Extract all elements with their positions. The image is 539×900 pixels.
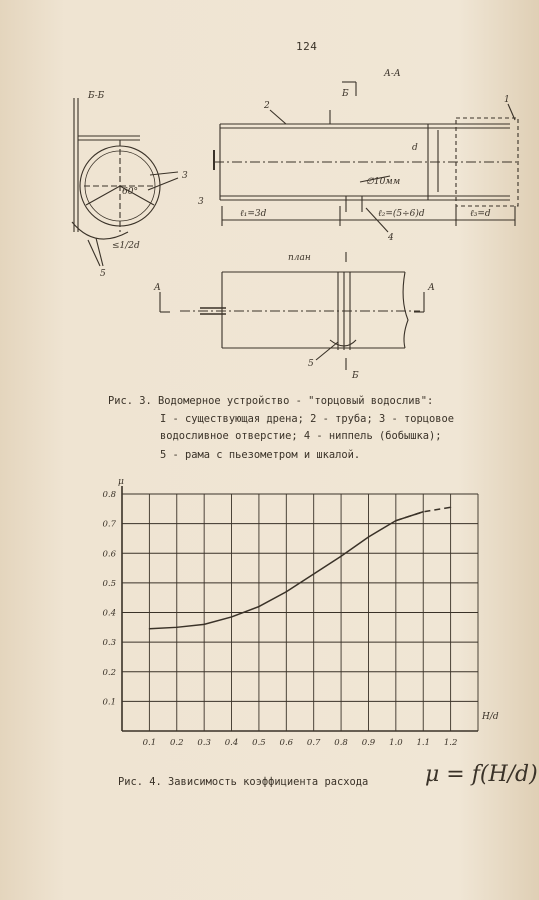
dim-l2: ℓ₂=(5÷6)d: [378, 209, 425, 219]
data-point: [258, 606, 259, 607]
callout-3b: 3: [198, 197, 204, 207]
dim-10mm: ∅10мм: [366, 177, 401, 187]
data-point: [423, 511, 424, 512]
x-tick-label: 0.9: [361, 738, 376, 748]
x-axis-label: H/d: [482, 712, 499, 722]
section-bb-label: Б-Б: [88, 91, 105, 101]
data-point: [340, 556, 341, 557]
angle-label: 60°: [122, 187, 138, 197]
x-tick-label: 0.3: [197, 738, 211, 748]
fig3-caption-line4: 5 - рама с пьезометром и шкалой.: [160, 449, 361, 461]
fig4-caption: Рис. 4. Зависимость коэффициента расхода: [118, 776, 369, 788]
y-axis-label: μ: [118, 477, 124, 487]
dim-l3: ℓ₃=d: [470, 209, 491, 219]
y-tick-label: 0.3: [102, 638, 116, 649]
x-tick-label: 0.1: [142, 738, 157, 748]
callout-1: 1: [504, 95, 510, 105]
fig3-caption-line1: Рис. 3. Водомерное устройство - "торцовый водослив":: [108, 395, 434, 407]
fig3-caption-line3: водосливное отверстие; 4 - ниппель (бобышка);: [160, 430, 442, 442]
y-tick-label: 0.1: [102, 697, 116, 708]
callout-2: 2: [264, 101, 270, 111]
data-point: [204, 624, 205, 625]
y-tick-label: 0.2: [102, 667, 116, 678]
section-aa-label: А-А: [384, 69, 401, 79]
data-point: [286, 591, 287, 592]
cut-mark-b-top: Б: [342, 89, 349, 99]
dim-l1: ℓ₁=3d: [240, 209, 267, 219]
data-point: [450, 507, 451, 508]
data-point: [313, 573, 314, 574]
x-tick-label: 1.1: [416, 738, 430, 748]
data-point: [395, 520, 396, 521]
cut-mark-a-left: А: [154, 283, 161, 293]
x-tick-label: 1.2: [443, 738, 458, 748]
x-tick-label: 0.2: [170, 738, 184, 748]
data-point: [176, 627, 177, 628]
page-number: 124: [296, 40, 318, 53]
cut-mark-a-right: А: [428, 283, 435, 293]
x-tick-label: 0.8: [334, 738, 348, 748]
x-tick-label: 0.6: [279, 738, 294, 748]
x-tick-label: 0.7: [306, 738, 321, 748]
x-tick-label: 0.4: [224, 738, 239, 748]
y-tick-label: 0.7: [102, 519, 116, 530]
y-tick-label: 0.6: [102, 549, 116, 560]
data-point: [231, 616, 232, 617]
callout-5: 5: [100, 269, 106, 279]
y-tick-label: 0.5: [102, 578, 116, 589]
plan-label: план: [288, 253, 311, 263]
y-tick-label: 0.8: [102, 490, 116, 500]
fig3-caption-line2: I - существующая дрена; 2 - труба; 3 - торцовое: [160, 413, 455, 425]
dim-half-d: ≤1/2d: [112, 241, 140, 251]
callout-4: 4: [388, 233, 394, 243]
x-tick-label: 0.5: [252, 738, 266, 748]
cut-mark-b-bottom: Б: [352, 371, 359, 381]
callout-5-plan: 5: [308, 359, 314, 369]
dim-d: d: [412, 143, 418, 153]
y-tick-label: 0.4: [102, 608, 116, 619]
x-tick-label: 1.0: [389, 738, 403, 748]
data-point: [368, 536, 369, 537]
fig4-formula: μ = f(H/d): [425, 762, 538, 787]
callout-3: 3: [182, 171, 188, 181]
data-point: [149, 628, 150, 629]
